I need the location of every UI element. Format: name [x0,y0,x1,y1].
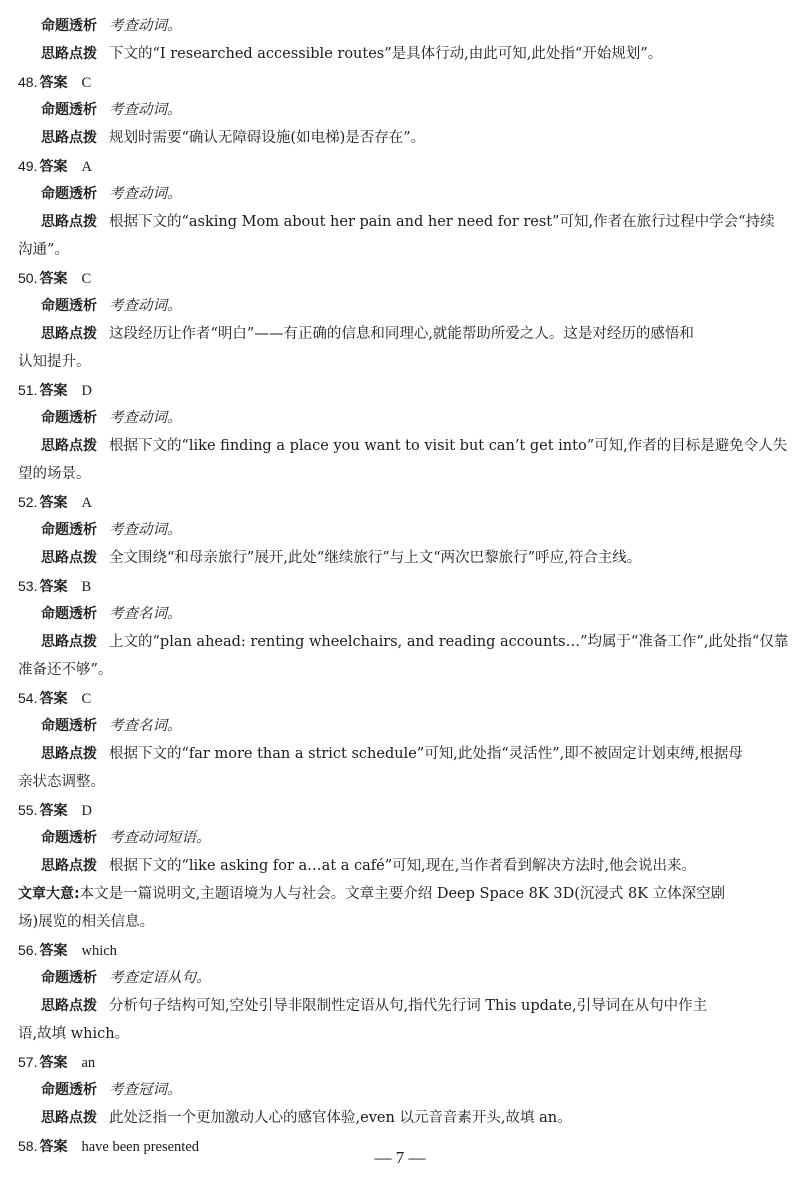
hint-row [0,124,800,152]
hint-row-content [41,124,782,152]
answer-label: 答案 [39,579,68,595]
analysis-row-label: 命题透析 [41,830,97,846]
hint-continuation-text: 亲状态调整。 [18,774,105,790]
hint-row-label: 思路点拨 [41,858,97,874]
analysis-row [0,600,800,628]
hint-row-text: 规划时需要“确认无障碍设施(如电梯)是否存在”。 [109,130,426,146]
analysis-row-content [41,404,782,432]
hint-row-content [41,852,782,880]
answer-row [0,152,800,180]
hint-row-text: 此处泛指一个更加激动人心的感官体验,even 以元音音素开头,故填 an。 [109,1110,572,1126]
answer-value: D [81,803,92,819]
answer-label: 答案 [39,943,68,959]
hint-row [0,432,800,460]
analysis-row-text: 考查动词。 [109,298,182,314]
analysis-row-label: 命题透析 [41,18,97,34]
hint-row-text: 根据下文的“asking Mom about her pain and her need for rest”可知,作者在旅行过程中学会“持续 [109,214,775,230]
analysis-row-content [41,516,782,544]
analysis-row-label: 命题透析 [41,298,97,314]
hint-continuation [0,768,800,796]
hint-row [0,992,800,1020]
hint-continuation-text: 望的场景。 [18,466,91,482]
question-number: 51. [18,382,38,398]
hint-row-content [41,40,782,68]
hint-continuation-text: 沟通”。 [18,242,69,258]
analysis-row-label: 命题透析 [41,1082,97,1098]
hint-row-text: 全文围绕“和母亲旅行”展开,此处“继续旅行”与上文“两次巴黎旅行”呼应,符合主线。 [109,550,642,566]
analysis-row-label: 命题透析 [41,102,97,118]
page-number: — 7 — [374,1148,426,1167]
hint-row-text: 根据下文的“like finding a place you want to visit but can’t get into”可知,作者的目标是避免令人失 [109,438,788,454]
answer-row [0,1048,800,1076]
analysis-row-content [41,180,782,208]
question-number: 56. [18,942,38,958]
answer-row [0,572,800,600]
hint-row-content [41,740,782,768]
answer-value: A [81,495,92,511]
hint-row-content [41,992,782,1020]
hint-row [0,1104,800,1132]
hint-continuation-text: 语,故填 which。 [18,1026,130,1042]
question-answer [18,152,92,181]
analysis-row-label: 命题透析 [41,410,97,426]
hint-row-label: 思路点拨 [41,998,97,1014]
answer-value: B [81,579,92,595]
answer-row [0,796,800,824]
hint-row-label: 思路点拨 [41,214,97,230]
hint-row-label: 思路点拨 [41,746,97,762]
analysis-row-label: 命题透析 [41,606,97,622]
analysis-row-label: 命题透析 [41,718,97,734]
hint-row [0,628,800,656]
answer-label: 答案 [39,495,68,511]
answer-label: 答案 [39,803,68,819]
hint-row-label: 思路点拨 [41,130,97,146]
answer-row [0,488,800,516]
hint-row-text: 下文的“I researched accessible routes”是具体行动,由此可知,此处指“开始规划”。 [109,46,663,62]
analysis-row-content [41,964,782,992]
answer-value: C [81,75,92,91]
hint-row [0,852,800,880]
answer-label: 答案 [39,159,68,175]
analysis-row-content [41,292,782,320]
hint-continuation [0,348,800,376]
hint-continuation [0,656,800,684]
hint-row-text: 这段经历让作者“明白”——有正确的信息和同理心,就能帮助所爱之人。这是对经历的感悟和 [109,326,694,342]
analysis-row-text: 考查动词。 [109,102,182,118]
hint-row-content [41,320,782,348]
hint-row-label: 思路点拨 [41,326,97,342]
hint-row-text: 根据下文的“far more than a strict schedule”可知,此处指“灵活性”,即不被固定计划束缚,根据母 [109,746,743,762]
analysis-row [0,292,800,320]
analysis-row [0,516,800,544]
question-number: 48. [18,74,38,90]
hint-row [0,544,800,572]
analysis-row-content [41,712,782,740]
answer-value: an [81,1055,96,1071]
analysis-row [0,964,800,992]
hint-continuation [0,236,800,264]
hint-row-content [41,544,782,572]
summary-continuation [0,908,800,936]
question-number: 55. [18,802,38,818]
analysis-row-text: 考查名词。 [109,606,182,622]
analysis-row-content [41,600,782,628]
summary-content [18,880,725,908]
hint-continuation [0,460,800,488]
answer-label: 答案 [39,691,68,707]
answer-value: have been presented [81,1139,200,1155]
hint-row [0,208,800,236]
answer-value: C [81,271,92,287]
analysis-row-text: 考查动词。 [109,186,182,202]
answer-value: D [81,383,92,399]
question-answer [18,936,117,965]
answer-label: 答案 [39,383,68,399]
answer-row [0,936,800,964]
analysis-row-text: 考查动词短语。 [109,830,211,846]
analysis-row [0,712,800,740]
answer-label: 答案 [39,271,68,287]
analysis-row [0,404,800,432]
question-number: 53. [18,578,38,594]
answer-value: C [81,691,92,707]
question-answer [18,488,92,517]
analysis-row-label: 命题透析 [41,186,97,202]
analysis-row [0,824,800,852]
hint-row-text: 分析句子结构可知,空处引导非限制性定语从句,指代先行词 This update,引导词在从句中作主 [109,998,708,1014]
question-number: 50. [18,270,38,286]
answer-value: which [81,943,117,959]
analysis-row-label: 命题透析 [41,522,97,538]
question-answer [18,1048,95,1077]
analysis-row-content [41,1076,782,1104]
analysis-row [0,96,800,124]
analysis-row-text: 考查名词。 [109,718,182,734]
hint-row-content [41,208,782,236]
hint-continuation-text: 认知提升。 [18,354,91,370]
question-number: 58. [18,1138,38,1154]
summary-label: 文章大意: [18,886,80,902]
analysis-row-text: 考查动词。 [109,410,182,426]
question-number: 52. [18,494,38,510]
hint-row-label: 思路点拨 [41,46,97,62]
question-number: 49. [18,158,38,174]
analysis-row [0,180,800,208]
answer-row [0,68,800,96]
document-body [0,12,800,1160]
answer-row [0,684,800,712]
analysis-row-content [41,12,782,40]
hint-row-content [41,628,789,656]
analysis-row-text: 考查定语从句。 [109,970,211,986]
hint-row-content [41,1104,782,1132]
summary-row [0,880,800,908]
answer-value: A [81,159,92,175]
hint-row-label: 思路点拨 [41,438,97,454]
summary-continuation-text: 场)展览的相关信息。 [18,914,155,930]
question-answer [18,264,91,293]
analysis-row-text: 考查动词。 [109,18,182,34]
analysis-row [0,1076,800,1104]
answer-row [0,264,800,292]
analysis-row-content [41,96,782,124]
analysis-row-text: 考查冠词。 [109,1082,182,1098]
hint-row-content [41,432,788,460]
analysis-row-text: 考查动词。 [109,522,182,538]
question-answer [18,684,91,713]
answer-row [0,376,800,404]
hint-continuation-text: 准备还不够”。 [18,662,113,678]
hint-continuation [0,1020,800,1048]
hint-row-label: 思路点拨 [41,550,97,566]
question-answer [18,796,92,825]
answer-label: 答案 [39,1055,68,1071]
hint-row-text: 根据下文的“like asking for a…at a café”可知,现在,当作者看到解决方法时,他会说出来。 [109,858,696,874]
analysis-row-label: 命题透析 [41,970,97,986]
answer-label: 答案 [39,75,68,91]
hint-row [0,740,800,768]
analysis-row-content [41,824,782,852]
hint-row-label: 思路点拨 [41,634,97,650]
question-answer [18,68,91,97]
analysis-row [0,12,800,40]
hint-row-text: 上文的“plan ahead: renting wheelchairs, and reading accounts…”均属于“准备工作”,此处指“仅靠 [109,634,789,650]
answer-label: 答案 [39,1139,68,1155]
summary-text: 本文是一篇说明文,主题语境为人与社会。文章主要介绍 Deep Space 8K 3D(沉浸式 8K 立体深空剧 [79,886,726,902]
hint-row [0,320,800,348]
question-answer [18,572,91,601]
hint-row-label: 思路点拨 [41,1110,97,1126]
question-number: 54. [18,690,38,706]
hint-row [0,40,800,68]
question-answer [18,376,92,405]
question-number: 57. [18,1054,38,1070]
